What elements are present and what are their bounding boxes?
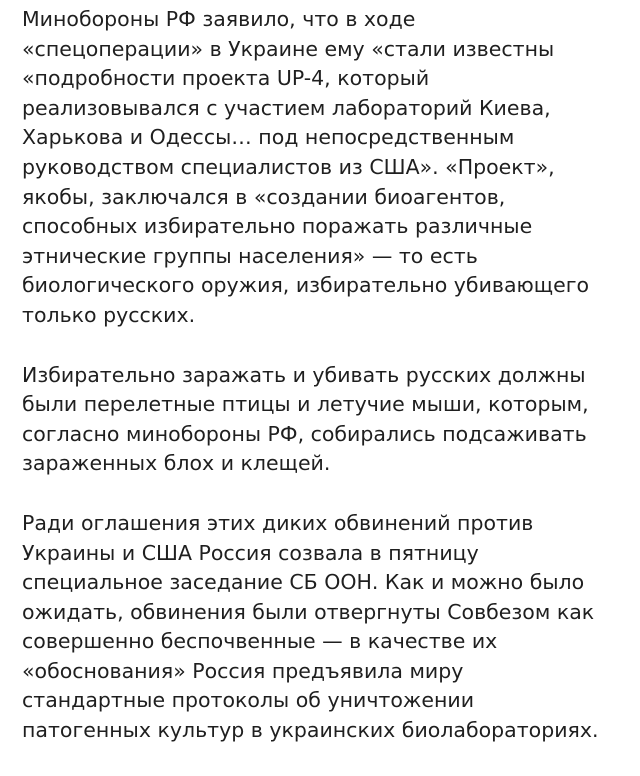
text-line: реализовывался с участием лабораторий Киева, bbox=[22, 95, 551, 120]
text-line: Ради оглашения этих диких обвинений против bbox=[22, 510, 534, 535]
text-line: ожидать, обвинения были отвергнуты Совбезом как bbox=[22, 599, 595, 624]
text-line: способных избирательно поражать различные bbox=[22, 214, 533, 239]
text-line: были перелетные птицы и летучие мыши, которым, bbox=[22, 392, 589, 417]
text-line: Харькова и Одессы… под непосредственным bbox=[22, 125, 515, 150]
text-line: патогенных культур в украинских биолабораториях. bbox=[22, 718, 599, 743]
text-line: Минобороны РФ заявило, что в ходе bbox=[22, 7, 416, 31]
text-line: согласно минобороны РФ, собирались подсаживать bbox=[22, 421, 587, 446]
paragraph-1 bbox=[22, 5, 622, 331]
article-body bbox=[22, 5, 622, 776]
text-line: якобы, заключался в «создании биоагентов, bbox=[22, 184, 506, 209]
text-line: руководством специалистов из США». «Проект», bbox=[22, 154, 555, 179]
text-line: совершенно беспочвенные — в качестве их bbox=[22, 629, 498, 654]
text-line: биологического оружия, избирательно убивающего bbox=[22, 273, 590, 298]
text-line: Избирательно заражать и убивать русских должны bbox=[22, 362, 586, 387]
text-line: зараженных блох и клещей. bbox=[22, 451, 331, 476]
text-line: «спецоперации» в Украине ему «стали известны bbox=[22, 36, 555, 61]
text-line: «обоснования» Россия предъявила миру bbox=[22, 658, 464, 683]
text-line: «подробности проекта UP-4, который bbox=[22, 66, 430, 91]
text-line: этнические группы населения» — то есть bbox=[22, 243, 478, 268]
text-line: Украины и США Россия созвала в пятницу bbox=[22, 540, 479, 565]
text-line: только русских. bbox=[22, 302, 196, 327]
paragraph-3 bbox=[22, 509, 622, 746]
text-line: специальное заседание СБ ООН. Как и можно было bbox=[22, 570, 585, 595]
paragraph-2 bbox=[22, 361, 622, 479]
text-line: стандартные протоколы об уничтожении bbox=[22, 688, 475, 713]
